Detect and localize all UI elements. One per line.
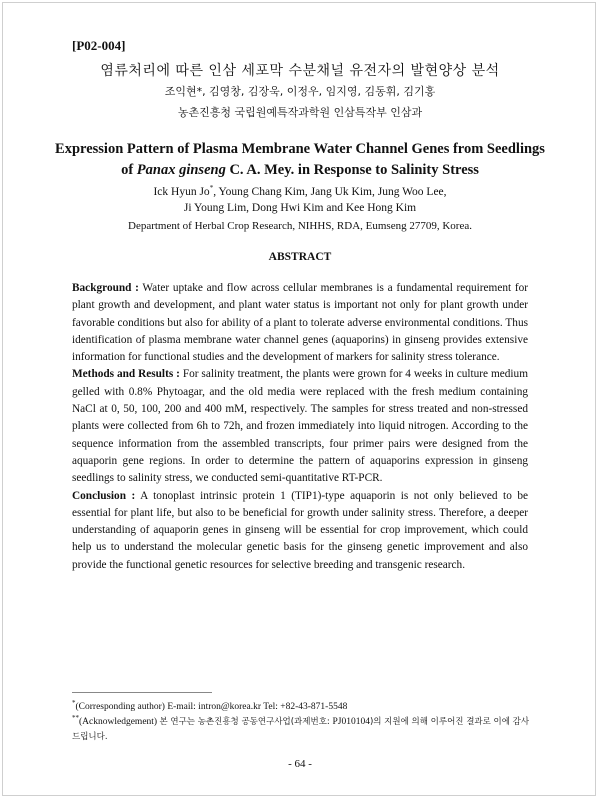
affiliation: Department of Herbal Crop Research, NIHHS, RDA, Eumseng 27709, Korea.	[128, 220, 472, 232]
corresponding-mark: *	[209, 184, 214, 192]
methods-label: Methods and Results :	[72, 368, 180, 381]
background-paragraph: Background : Water uptake and flow across cellular membranes is a fundamental requirement for plant growth and development, and plant water status is important not only for plant growth under favorable conditions but also for ability of a plant to tolerate adverse environmental conditions. Thus identification of plasma membrane water channel genes (aquaporins) in ginseng provides extensive information for functional studies and the development of markers for salinity stress tolerance.	[72, 282, 529, 364]
korean-affiliation: 농촌진흥청 국립원예특작과학원 인삼특작부 인삼과	[177, 106, 423, 119]
page-number: - 64 -	[288, 758, 312, 770]
conclusion-label: Conclusion :	[72, 489, 136, 502]
footnote-rule	[72, 692, 212, 693]
background-label: Background :	[72, 282, 139, 294]
abstract-body	[72, 280, 528, 574]
abstract-heading: ABSTRACT	[268, 251, 332, 263]
species-name: Panax ginseng	[136, 162, 226, 178]
paper-title-line1: Expression Pattern of Plasma Membrane Water Channel Genes from Seedlings	[55, 141, 545, 157]
korean-title: 염류처리에 따른 인삼 세포막 수분채널 유전자의 발현양상 분석	[100, 63, 500, 79]
conclusion-paragraph: Conclusion : A tonoplast intrinsic protein 1 (TIP1)-type aquaporin is not only believed to be essential for plant life, but also to be beneficial for growth under salinity stress. Therefore, a deeper understanding of aquaporin genes in ginseng will be essential for crop improvement, which could help us to understand the molecular genetic basis for the ginseng genetic improvement and also provide the functional genetic resources for selective breeding and transgenic research.	[72, 489, 529, 571]
authors-line2: Ji Young Lim, Dong Hwi Kim and Kee Hong Kim	[183, 202, 417, 214]
footnote-acknowledgement: **(Acknowledgement) 본 연구는 농촌진흥청 공동연구사업(과제번호: PJ010104)의 지원에 의해 이루어진 결과로 이에 감사드립니다.	[72, 714, 530, 743]
paper-title-line2: of Panax ginseng C. A. Mey. in Response to Salinity Stress	[121, 162, 479, 178]
abstract-code: [P02-004]	[72, 38, 126, 53]
authors-line1: Ick Hyun Jo*, Young Chang Kim, Jang Uk Kim, Jung Woo Lee,	[153, 184, 447, 198]
methods-paragraph: Methods and Results : For salinity treatment, the plants were grown for 4 weeks in culture medium gelled with 0.8% Phytoagar, and the old media were replaced with the fresh medium containing NaCl at 0, 50, 100, 200 and 400 mM, respectively. The samples for stress treated and non-stressed plants were collected from 6h to 72h, and frozen immediately into liquid nitrogen. According to the sequence information from the assembled transcripts, four primer pairs were designed from the aquaporin gene regions. In order to determine the pattern of aquaporins expression in ginseng seedlings to salinity stress, we conducted semi-quantitative RT-PCR.	[72, 368, 528, 485]
korean-authors: 조익현*, 김영창, 김장욱, 이정우, 임지영, 김동휘, 김기홍	[164, 85, 436, 98]
footnote-corresponding: *(Corresponding author) E-mail: intron@korea.kr Tel: +82-43-871-5548	[72, 699, 348, 713]
